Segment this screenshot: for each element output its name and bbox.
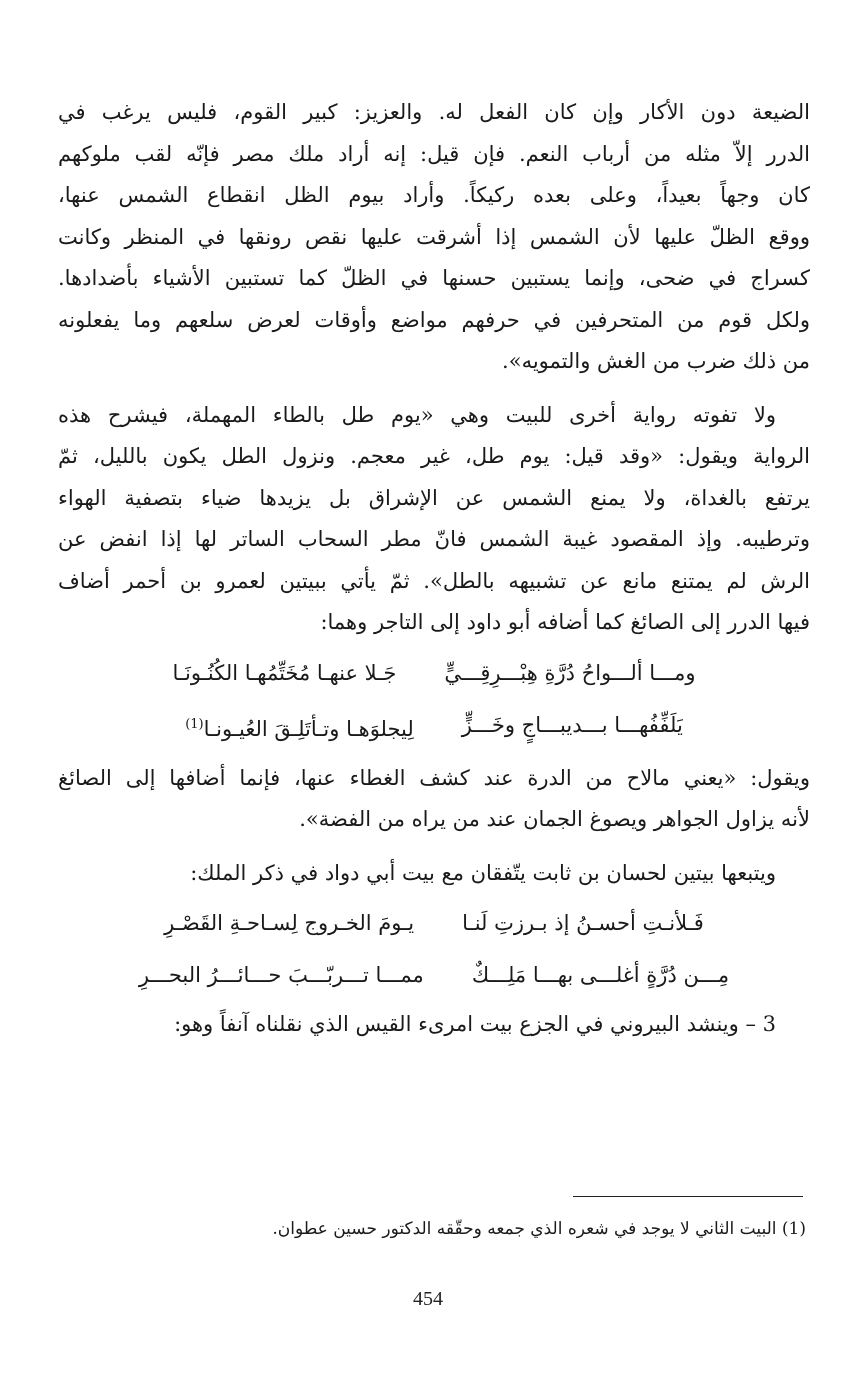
text-line: الرواية ويقول: «وقد قيل: يوم طل، غير معجم. ونزول الطل يكون بالليل، ثمّ	[58, 444, 810, 468]
footnote-reference: (1)	[185, 716, 204, 732]
page-body	[58, 92, 810, 1046]
verse-second-hemistich: ممـــا تـــربّـــبَ حـــائـــرُ البحـــرِ	[138, 963, 424, 987]
page-number: 454	[413, 1288, 443, 1310]
text-line: من ذلك ضرب من الغش والتمويه».	[502, 349, 810, 373]
text-line: الضيعة دون الأكار وإن كان الفعل له. والعزيز: كبير القوم، فليس يرغب في	[58, 100, 810, 124]
verse-first-hemistich: مِـــن دُرَّةٍ أغلـــى بهـــا مَلِـــكٌ	[471, 963, 730, 987]
paragraph-5	[58, 1004, 810, 1046]
text-line: ولكل قوم من المتحرفين في حرفهم مواضع وأوقات لعرض سلعهم وما يفعلونه	[58, 307, 810, 332]
text-line: فيها الدرر إلى الصائغ كما أضافه أبو داود إلى التاجر وهما:	[320, 610, 810, 634]
verse-first-hemistich: فَـلأنـتِ أحسـنُ إذ بـرزتِ لَنـا	[462, 911, 704, 935]
text-line: كان وجهاً بعيداً، وعلى بعده ركيكاً. وأراد بيوم الظل انقطاع الشمس عنها،	[58, 183, 810, 207]
text-line: لأنه يزاول الجواهر ويصوغ الجمان عند من يراه من الفضة».	[299, 807, 810, 831]
text-line: الرش لم يمتنع مانع عن تشبيهه بالطل». ثمّ يأتي ببيتين لعمرو بن أحمر أضاف	[58, 568, 810, 593]
text-line: الدرر إلاّ مثله من أرباب النعم. فإن قيل: إنه أراد ملك مصر فإنّه لقب ملوكهم	[58, 141, 810, 166]
verse-line	[58, 650, 810, 696]
text-line: ويقول: «يعني مالاح من الدرة عند كشف الغطاء عنها، فإنما أضافها إلى الصائغ	[58, 765, 810, 790]
text-line: ووقع الظلّ عليها لأن الشمس إذا أشرقت عليها نقص رونقها في المنظر وكانت	[58, 224, 810, 249]
verse-line	[58, 702, 810, 752]
footnote-divider	[573, 1196, 803, 1197]
text-line: ويتبعها بيتين لحسان بن ثابت يتّفقان مع بيت أبي دواد في ذكر الملك:	[190, 860, 776, 885]
paragraph-1	[58, 92, 810, 383]
text-line: كسراج في ضحى، وإنما يستبين حسنها في الظلّ كما تستبين الأشياء بأضدادها.	[58, 266, 810, 290]
paragraph-2	[58, 395, 810, 644]
verse-line	[58, 900, 810, 946]
text-line: ولا تفوته رواية أخرى للبيت وهي «يوم طل بالطاء المهملة، فيشرح هذه	[58, 402, 776, 427]
verse-second-hemistich	[185, 702, 414, 752]
footnote: (1) البيت الثاني لا يوجد في شعره الذي جمعه وحقّقه الدكتور حسين عطوان.	[272, 1219, 806, 1239]
text-line: وترطيبه. وإذ المقصود غيبة الشمس فانّ مطر السحاب الساتر لها إذا انفض عن	[58, 527, 810, 551]
text-line: 3 – وينشد البيروني في الجزع بيت امرىء القيس الذي نقلناه آنفاً وهو:	[174, 1012, 776, 1036]
paragraph-3	[58, 758, 810, 841]
paragraph-4	[58, 853, 810, 895]
text-line: يرتفع بالغداة، ولا يمنع الشمس عن الإشراق بل يزيدها ضياء بتصفية الهواء	[58, 485, 810, 510]
verse-first-hemistich: ومـــا ألـــواحُ دُرَّةِ هِبْـــرِقِـــيٍّ	[444, 660, 696, 685]
verse-second-text: لِيجلوَهـا وتـأتَلِـقَ العُيـونـا	[203, 716, 414, 741]
verse-line	[58, 952, 810, 998]
verse-first-hemistich: يَلَفِّفُهـــا بـــديبـــاجٍ وخَـــزٍّ	[461, 712, 683, 737]
verse-second-hemistich: جَـلا عنهـا مُخَتِّمُهـا الكُنُـونَـا	[172, 660, 397, 685]
verse-second-hemistich: يـومَ الخـروج لِسـاحـةِ القَصْـرِ	[164, 911, 415, 935]
